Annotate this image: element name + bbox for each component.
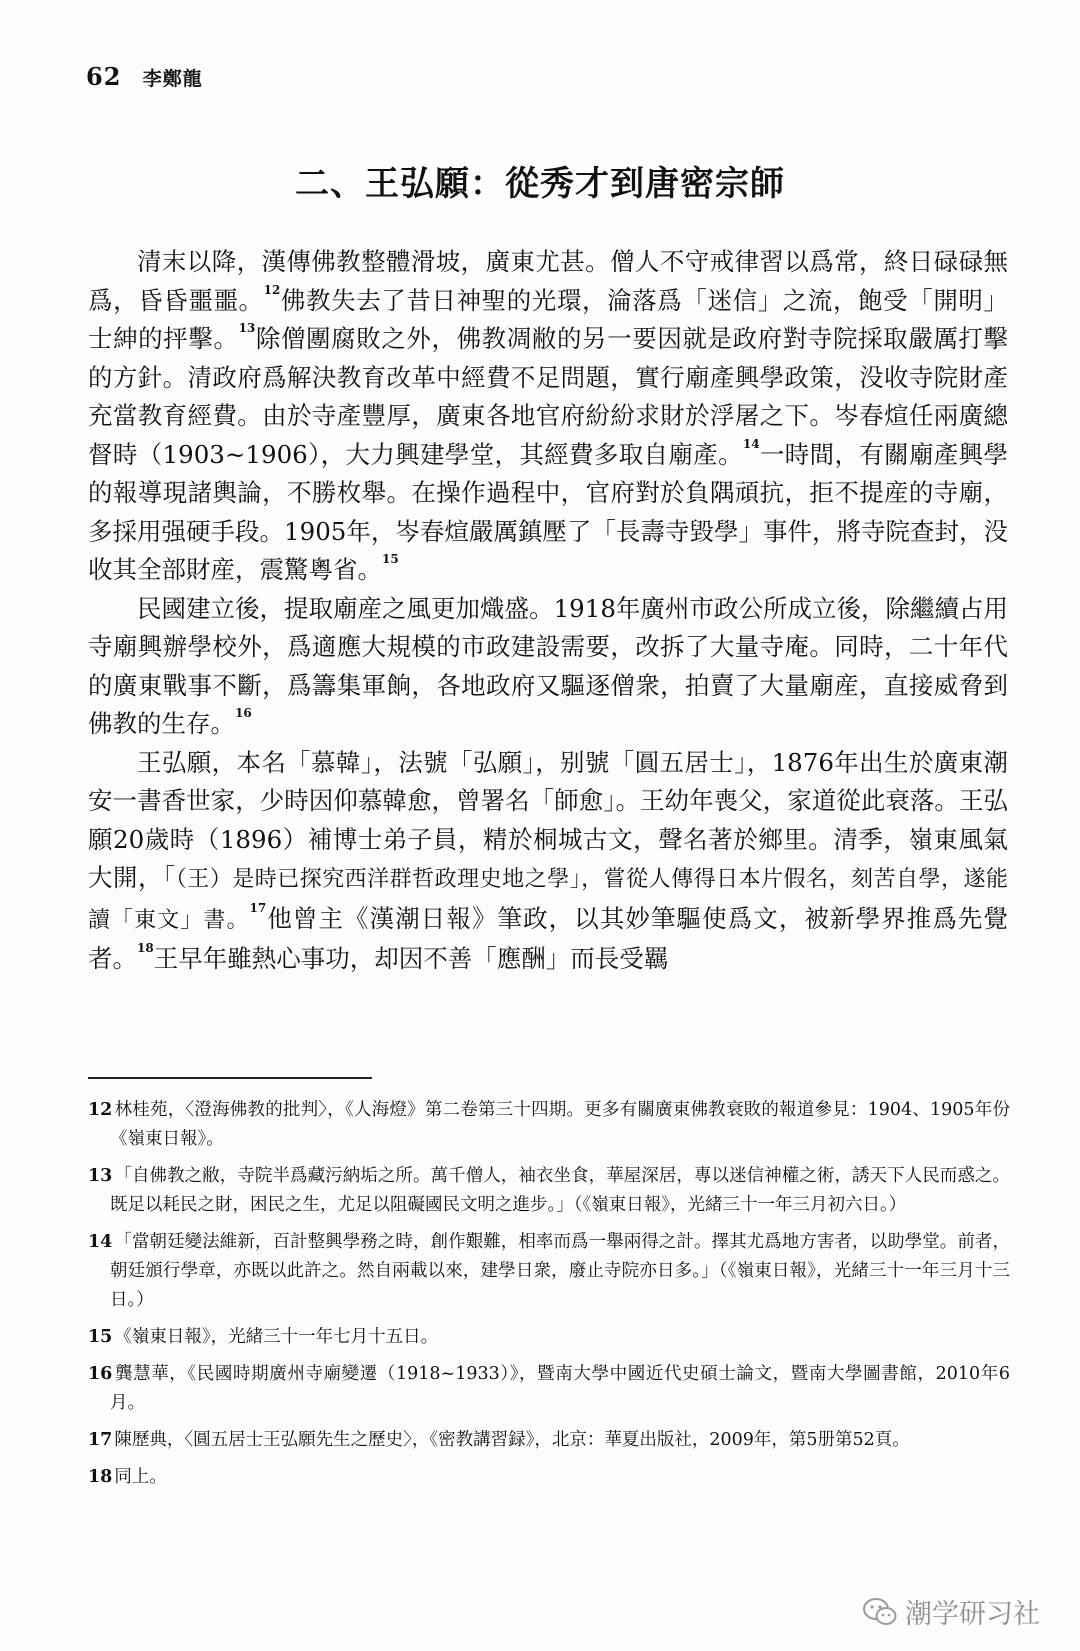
- footnote-number: 15: [88, 1327, 113, 1347]
- footnote-text: 「自佛教之敝，寺院半爲藏污納垢之所。萬千僧人，袖衣坐食，華屋深居，專以迷信神權之術，誘天下人民而惑之。既足以耗民之財，困民之生，尤足以阻礙國民文明之進步。」（《嶺東日報》，光緒三十一年三月初六日。）: [110, 1166, 1010, 1215]
- footnote-number: 18: [88, 1467, 113, 1487]
- footnote-ref-15[interactable]: 15: [382, 552, 399, 566]
- footnote-text: 同上。: [114, 1467, 167, 1487]
- footnote-ref-13[interactable]: 13: [238, 321, 256, 335]
- watermark-text: 潮学研习社: [905, 1599, 1040, 1630]
- footnote-number: 17: [88, 1430, 113, 1450]
- paragraph-3: [88, 744, 1008, 979]
- paragraph-text: 一時間，有關廟產興學的報導現諸輿論，不勝枚舉。在操作過程中，官府對於負隅頑抗，拒不提産的寺廟，多採用强硬手段。1905年，岑春煊嚴厲鎮壓了「長壽寺毀學」事件，將寺院查封，没收其全部財産，震驚粵省。: [88, 439, 1009, 584]
- paragraph-text: 王早年雖熱心事功，却因不善「應酬」而長受羈: [153, 944, 669, 973]
- footnote-18: [88, 1463, 1010, 1492]
- wechat-icon: [863, 1597, 897, 1627]
- footnote-12: [88, 1096, 1010, 1154]
- footnote-number: 16: [88, 1364, 113, 1384]
- paragraph-text: 他曾主《漢潮日報》筆政，以其妙筆驅使爲文，被新學界推爲先覺者。: [88, 903, 1008, 973]
- paragraph-text: 清末以降，漢傳佛教整體滑坡，廣東尤甚。僧人不守戒律習以爲常，終日碌碌無爲，昏昏噩噩。: [88, 247, 1008, 315]
- section-title: 二、王弘願：從秀才到唐密宗師: [295, 164, 785, 204]
- footnote-ref-16[interactable]: 16: [235, 706, 252, 720]
- footnote-ref-18[interactable]: 18: [137, 941, 154, 955]
- running-header: [86, 62, 203, 91]
- footnote-17: [88, 1426, 1010, 1455]
- author-name: 李鄭龍: [142, 68, 203, 90]
- page-number: 62: [86, 62, 122, 91]
- footnote-ref-14[interactable]: 14: [742, 436, 760, 451]
- footnote-number: 13: [88, 1166, 113, 1186]
- footnote-ref-12[interactable]: 12: [263, 282, 281, 297]
- footnote-14: [88, 1228, 1010, 1315]
- footnote-ref-17[interactable]: 17: [249, 900, 267, 915]
- paragraph-text: 王弘願，本名「慕韓」，法號「弘願」，别號「圓五居士」，1876年出生於廣東潮安一書香世家，少時因仰慕韓愈，曾署名「師愈」。王幼年喪父，家道從此衰落。王弘願20歲時（1896）補博士弟子員，精於桐城古文，聲名著於鄉里。清季，嶺東風氣大開，「: [88, 747, 1008, 892]
- paragraph-text: 除僧團腐敗之外，佛教凋敝的另一要因就是政府對寺院採取嚴厲打擊的方針。清政府爲解決教育改革中經費不足問題，實行廟產興學政策，没收寺院財產充當教育經費。由於寺產豐厚，廣東各地官府紛紛求財於浮屠之下。岑春煊任兩廣總督時（1903~1906），大力興建學堂，其經費多取自廟產。: [88, 324, 1009, 469]
- footnote-number: 14: [88, 1232, 113, 1252]
- footnote-text: 龔慧華，《民國時期廣州寺廟變遷（1918~1933）》，暨南大學中國近代史碩士論文，暨南大學圖書館，2010年6月。: [110, 1364, 1010, 1413]
- quoted-text: （王）是時已探究西洋群哲政理史地之學」，嘗從人傳得日本片假名，刻苦自學，遂能讀「東文」書。: [88, 867, 1008, 933]
- footnotes: [88, 1096, 1010, 1500]
- footnote-15: [88, 1323, 1010, 1352]
- footnote-text: 《嶺東日報》，光緒三十一年七月十五日。: [114, 1327, 439, 1347]
- paragraph-text: 佛教失去了昔日神聖的光環，淪落爲「迷信」之流，飽受「開明」士紳的抨擊。: [88, 285, 1008, 353]
- paragraph-text: 民國建立後，提取廟産之風更加熾盛。1918年廣州市政公所成立後，除繼續占用寺廟興辦學校外，爲適應大規模的市政建設需要，改拆了大量寺庵。同時，二十年代的廣東戰事不斷，爲籌集軍餉，各地政府又驅逐僧衆，拍賣了大量廟産，直接威脅到佛教的生存。: [88, 593, 1008, 738]
- footnote-16: [88, 1360, 1010, 1418]
- footnote-text: 陳歷典，〈圓五居士王弘願先生之歷史〉，《密教講習録》，北京：華夏出版社，2009年，第5册第52頁。: [114, 1430, 910, 1450]
- footnote-text: 林桂苑，〈澄海佛教的批判〉，《人海燈》第二卷第三十四期。更多有關廣東佛教衰敗的報道參見：1904、1905年份《嶺東日報》。: [110, 1100, 1010, 1149]
- footnote-13: [88, 1162, 1010, 1220]
- footnote-divider: [88, 1077, 372, 1079]
- paragraph-2: [88, 590, 1008, 744]
- footnote-text: 「當朝廷變法維新，百計整興學務之時，創作艱難，相率而爲一舉兩得之計。擇其尤爲地方害者，以助學堂。前者，朝廷頒行學章，亦既以此許之。然自兩載以來，建學日衆，廢止寺院亦日多。」（《嶺東日報》，光緒三十一年三月十三日。）: [110, 1232, 1010, 1310]
- body-text: [88, 243, 1008, 979]
- paragraph-1: [88, 243, 1008, 590]
- footnote-number: 12: [88, 1100, 113, 1120]
- watermark: [863, 1592, 1040, 1631]
